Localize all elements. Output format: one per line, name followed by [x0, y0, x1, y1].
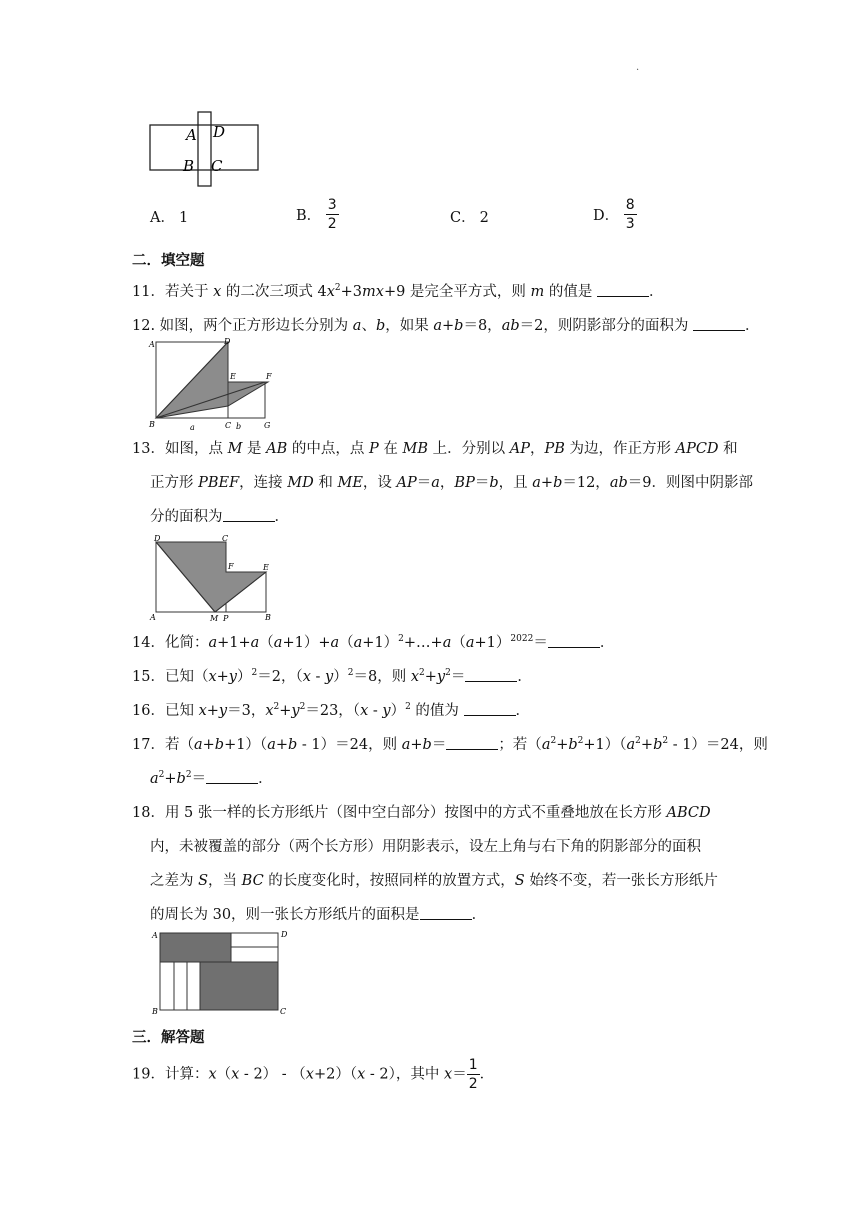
q11-answer-blank[interactable] [597, 284, 649, 297]
fig13-label-c: C [222, 534, 229, 543]
q13-answer-blank[interactable] [223, 509, 275, 522]
fig13-label-d: D [154, 534, 161, 543]
question-18-line2: 内，未被覆盖的部分（两个长方形）用阴影表示，设左上角与右下角的阴影部分的面积 [150, 839, 701, 855]
fig12-label-e: E [230, 372, 236, 381]
fig18-label-b: B [152, 1007, 158, 1016]
q10-option-c[interactable]: C． 2 [450, 210, 489, 226]
fig12-label-a2: a [190, 423, 195, 432]
fig13-label-b: B [265, 613, 271, 622]
q10-option-b[interactable]: B． $\frac{3}{2}$ [296, 197, 337, 232]
question-13-line1: 13．如图，点 M 是 AB 的中点，点 P 在 MB 上．分别以 AP，PB 为边，作正方形 APCD 和 [132, 441, 738, 457]
fig10-label-a: A [186, 126, 197, 144]
fig12-label-c: C [225, 421, 232, 430]
fig13-label-e: E [263, 563, 269, 572]
question-11: 11．若关于 x 的二次三项式 $4x^2+3mx+9$ 是完全平方式，则 m 的值是 ． [132, 283, 664, 300]
q13-figure [146, 532, 276, 622]
fig12-label-a: A [149, 340, 155, 349]
fig13-label-f: F [228, 562, 234, 571]
q15-answer-blank[interactable] [465, 669, 517, 682]
q18-figure [146, 926, 296, 1018]
fig13-label-p: P [223, 614, 229, 622]
fig10-label-d: D [213, 123, 226, 141]
fig10-label-c: C [211, 157, 223, 175]
section-fill-in-title: 二．填空题 [132, 252, 205, 269]
q12-answer-blank[interactable] [693, 318, 745, 331]
fig10-label-b: B [183, 157, 195, 175]
question-15: 15．已知$(x+y)^2=2$，（x - y）$^2$＝8，则 $x^2+y^2=$ ． [132, 668, 532, 685]
fig18-label-c: C [280, 1007, 287, 1016]
fig12-label-f: F [266, 372, 272, 381]
question-18-line1: 18．用 5 张一样的长方形纸片（图中空白部分）按图中的方式不重叠地放在长方形 ABCD [132, 805, 711, 821]
q18-answer-blank[interactable] [420, 907, 472, 920]
fig12-label-d: D [224, 337, 231, 346]
q10-option-d-fraction: $\frac{8}{3}$ [625, 197, 635, 232]
question-18-line3: 之差为 S，当 BC 的长度变化时，按照同样的放置方式，S 始终不变，若一张长方形纸片 [150, 873, 718, 889]
fig12-label-b: B [149, 420, 155, 429]
fig12-label-g: G [264, 421, 271, 430]
q10-figure [146, 108, 264, 192]
fig13-label-m: M [210, 614, 219, 622]
fig13-label-a: A [150, 613, 156, 622]
question-13-line3: 分的面积为 ． [150, 509, 289, 525]
q10-option-a[interactable]: A． 1 [150, 210, 189, 226]
question-12: 12. 如图，两个正方形边长分别为 a、b，如果 a+b＝8，ab＝2，则阴影部分的面积为 ． [132, 318, 760, 334]
question-14: 14．化简：$a+1+a(a+1)+a(a+1)^2+\dots+a(a+1)^{2022}=$ ． [132, 634, 615, 651]
q10-option-b-fraction: $\frac{3}{2}$ [327, 197, 337, 232]
q19-fraction: $\frac{1}{2}$ [468, 1057, 478, 1092]
fig18-label-d: D [281, 930, 288, 939]
q12-figure [146, 336, 280, 436]
q10-option-d[interactable]: D． $\frac{8}{3}$ [593, 197, 635, 232]
fig18-label-a: A [152, 931, 158, 940]
q17-answer-blank-2[interactable] [206, 771, 258, 784]
header-dot: . [636, 62, 640, 73]
fig12-label-b2: b [236, 422, 242, 431]
q17-answer-blank-1[interactable] [446, 737, 498, 750]
question-17-line2: $a^2+b^2=$ ． [150, 770, 273, 787]
question-18-line4: 的周长为 30，则一张长方形纸片的面积是 ． [150, 907, 487, 923]
q14-answer-blank[interactable] [548, 635, 600, 648]
question-13-line2: 正方形 PBEF，连接 MD 和 ME，设 AP＝a，BP＝b，且 a+b＝12，ab＝9．则图中阴影部 [150, 475, 753, 491]
question-16: 16．已知 x+y＝3，$x^2+y^2=23$，（x - y）$^2$ 的值为 ． [132, 702, 531, 719]
q16-answer-blank[interactable] [464, 703, 516, 716]
section-solution-title: 三．解答题 [132, 1029, 205, 1046]
question-17-line1: 17．若（a+b+1）（a+b - 1）＝24，则 a+b＝ ；若$(a^2+b^2+1)(a^2+b^2 - 1)=24$，则 [132, 736, 768, 753]
question-19: 19．计算：x（x - 2） - （x+2）（x - 2），其中 x＝ $\frac{1}{2}$ ． [132, 1057, 495, 1092]
